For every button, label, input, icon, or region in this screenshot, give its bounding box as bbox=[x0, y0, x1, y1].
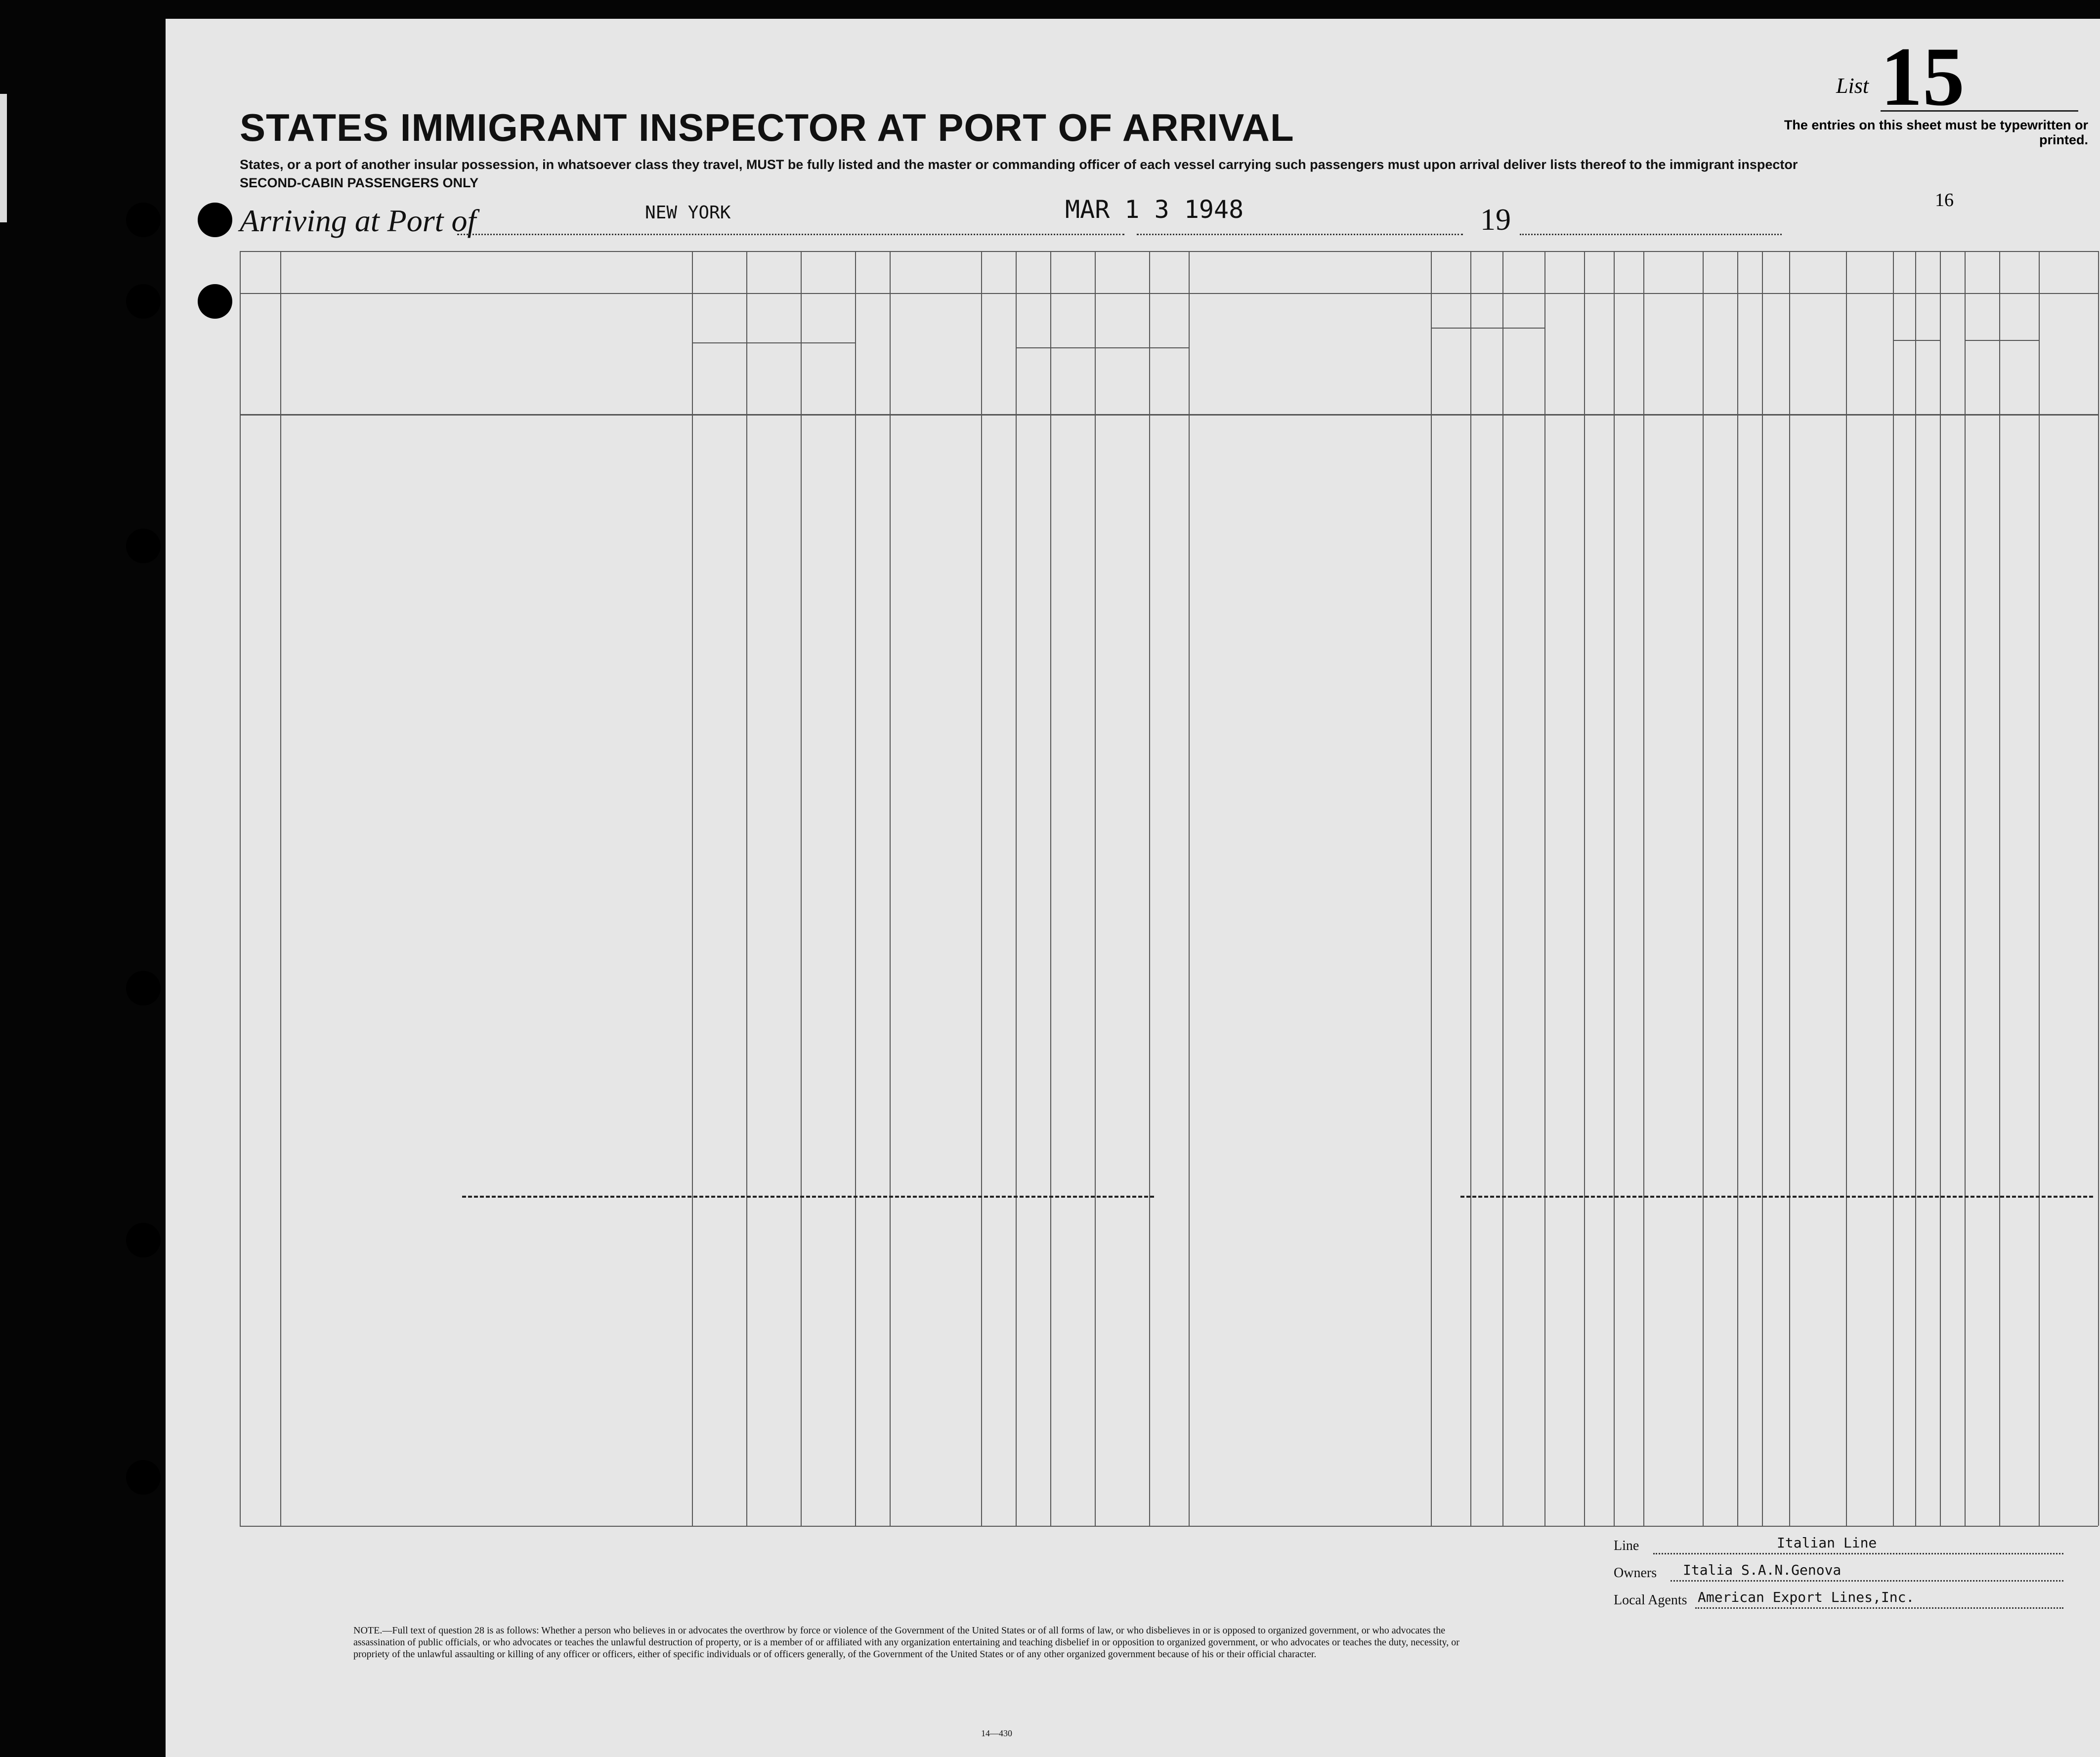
punch-hole bbox=[126, 1223, 161, 1257]
column-rule bbox=[1940, 251, 1941, 1526]
list-number: 15 bbox=[1881, 30, 1965, 123]
punch-hole bbox=[126, 1460, 161, 1495]
column-rule bbox=[1544, 251, 1545, 1526]
subheader-rule bbox=[1016, 347, 1189, 348]
column-rule bbox=[1149, 251, 1150, 1526]
column-rule bbox=[1846, 251, 1847, 1526]
column-rule bbox=[1584, 251, 1585, 1526]
column-rule bbox=[1762, 251, 1763, 1526]
column-rule bbox=[1016, 251, 1017, 1526]
column-rule bbox=[1703, 251, 1704, 1526]
punch-hole bbox=[126, 284, 161, 319]
column-rule bbox=[890, 251, 891, 1526]
column-rule bbox=[1965, 251, 1966, 1526]
row-22-separator bbox=[1460, 1196, 2093, 1198]
subheader-rule bbox=[692, 342, 855, 343]
punch-hole bbox=[126, 971, 161, 1005]
column-rule bbox=[240, 251, 241, 1526]
manifest-sheet bbox=[166, 19, 2100, 1757]
line-label: Line bbox=[1614, 1538, 1639, 1553]
column-rule bbox=[1643, 251, 1644, 1526]
column-rule bbox=[981, 251, 982, 1526]
subheader-rule bbox=[1965, 340, 2039, 341]
column-rule bbox=[801, 251, 802, 1526]
table-top-rule bbox=[240, 251, 2098, 252]
column-rule bbox=[1189, 251, 1190, 1526]
punch-hole bbox=[198, 203, 232, 237]
column-rule bbox=[1095, 251, 1096, 1526]
column-rule bbox=[2039, 251, 2040, 1526]
column-rule bbox=[1893, 251, 1894, 1526]
port-name: NEW YORK bbox=[645, 203, 731, 223]
column-rule bbox=[1502, 251, 1503, 1526]
second-cabin-line: SECOND-CABIN PASSENGERS ONLY bbox=[240, 175, 479, 190]
column-rule bbox=[1050, 251, 1051, 1526]
column-rule bbox=[2098, 251, 2099, 1526]
page-number: 16 bbox=[1935, 190, 1954, 210]
typewritten-note: The entries on this sheet must be typewritten or printed. bbox=[1784, 118, 2088, 147]
column-rule bbox=[746, 251, 747, 1526]
column-number-rule bbox=[240, 293, 2098, 294]
arriving-label: Arriving at Port of bbox=[240, 203, 476, 238]
column-rule bbox=[692, 251, 693, 1526]
punch-hole bbox=[126, 203, 161, 237]
form-number: 14—430 bbox=[981, 1728, 1012, 1738]
punch-hole bbox=[126, 529, 161, 563]
owners-label: Owners bbox=[1614, 1565, 1657, 1581]
column-rule bbox=[1614, 251, 1615, 1526]
column-rule bbox=[1789, 251, 1790, 1526]
year-prefix: 19 bbox=[1480, 203, 1511, 237]
column-rule bbox=[1737, 251, 1738, 1526]
row-22-separator bbox=[462, 1196, 1154, 1198]
local-agents-label: Local Agents bbox=[1614, 1592, 1687, 1608]
question-28-note: NOTE.—Full text of question 28 is as follows: Whether a person who believes in or advocates the overthrow by force or violence of the Government of the United States or of all forms of law, or who disbelieves in or is opposed to organized government, or who advocates the assassination of public officials, or who advocates or teaches the unlawful destruction of property, or is a member of or affiliated with any organization entertaining and teaching disbelief in or opposition to organized government, or who advocates or teaches the duty, necessity, or propriety of the unlawful assaulting or killing of any officer or officers, either of specific individuals or of officers generally, of the Government of the United States or of any other organized government because of his or their official character. bbox=[353, 1625, 1459, 1660]
arrival-date-stamp: MAR 1 3 1948 bbox=[1065, 195, 1244, 224]
subheader-rule bbox=[1431, 328, 1544, 329]
table-bottom-rule bbox=[240, 1526, 2098, 1527]
local-agents-value: American Export Lines,Inc. bbox=[1698, 1589, 1915, 1605]
column-rule bbox=[1999, 251, 2000, 1526]
column-rule bbox=[1915, 251, 1916, 1526]
list-label: List bbox=[1836, 74, 1869, 98]
instructions-line: States, or a port of another insular possession, in whatsoever class they travel, MUST be fully listed and the master or commanding officer of each vessel carrying such passengers must upon arrival deliver lists thereof to the immigrant inspector bbox=[240, 157, 1798, 172]
owners-value: Italia S.A.N.Genova bbox=[1683, 1562, 1842, 1578]
page-title: STATES IMMIGRANT INSPECTOR AT PORT OF ARRIVAL bbox=[240, 106, 1294, 149]
column-rule bbox=[280, 251, 281, 1526]
subheader-rule bbox=[1893, 340, 1940, 341]
column-rule bbox=[1470, 251, 1471, 1526]
line-value: Italian Line bbox=[1777, 1535, 1877, 1551]
column-rule bbox=[855, 251, 856, 1526]
punch-hole bbox=[198, 284, 232, 319]
column-rule bbox=[1431, 251, 1432, 1526]
header-bottom-rule bbox=[240, 414, 2098, 416]
